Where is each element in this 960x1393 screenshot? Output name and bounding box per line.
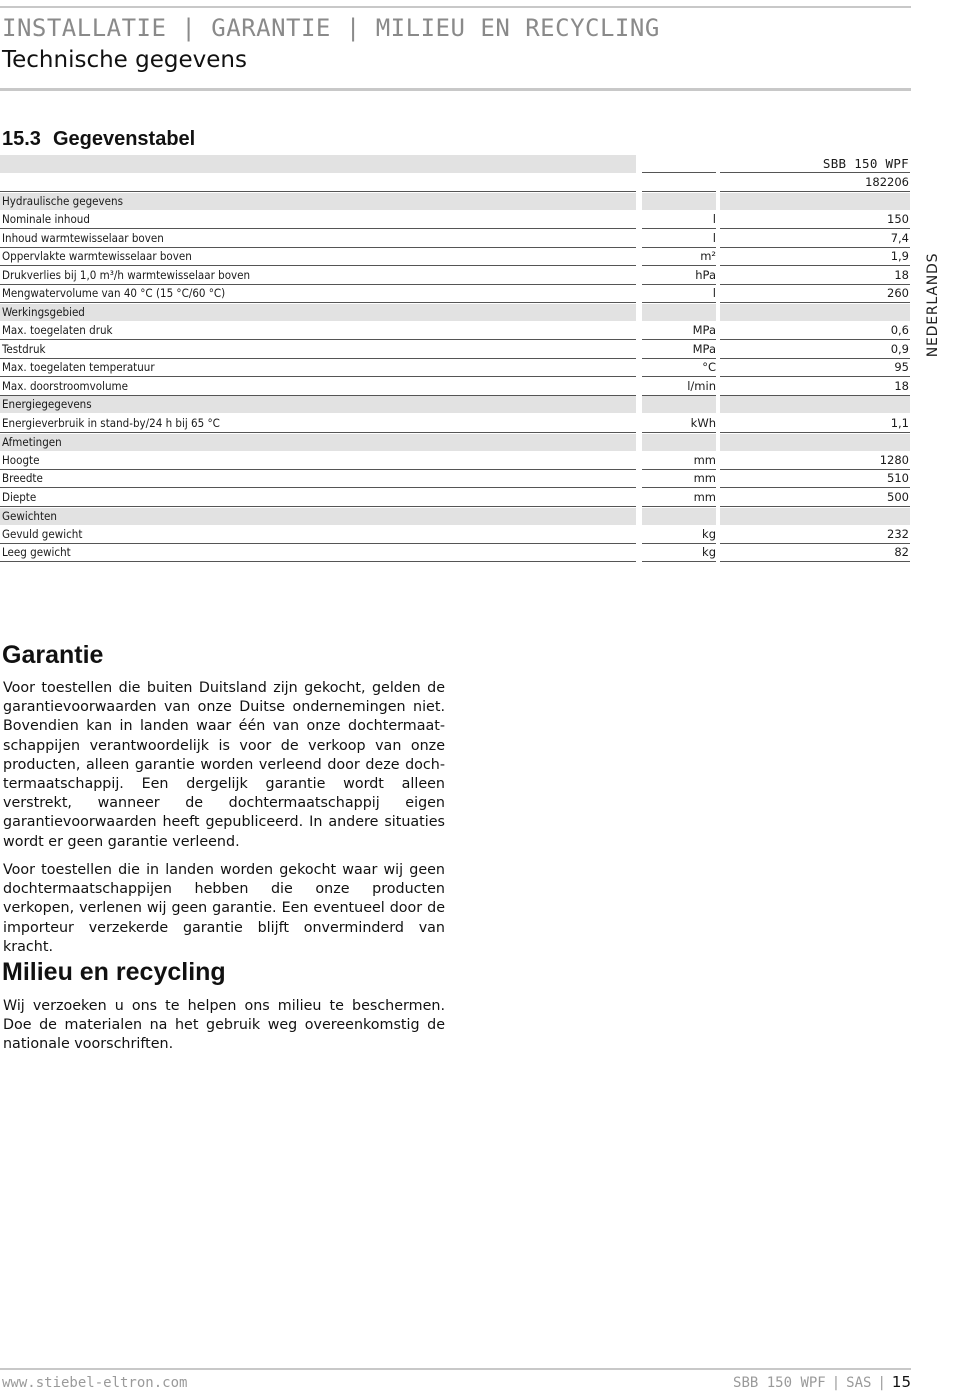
table-row [0,341,911,359]
table-group-row [0,304,911,322]
footer-page-info [733,1373,911,1391]
table-row [0,544,911,562]
group-label: Energiegegevens [2,397,92,411]
row-label: Energieverbruik in stand-by/24 h bij 65 °C [2,415,220,430]
row-unit: MPa [692,341,716,356]
table-row [0,359,911,377]
language-label: NEDERLANDS [925,252,941,358]
page-number: 15 [891,1373,911,1391]
table-group-row [0,434,911,452]
row-value: 510 [887,471,909,485]
table-row [0,452,911,470]
row-value: 260 [887,286,909,300]
warranty-paragraph-1: Voor toestellen die buiten Duitsland zijn gekocht, gelden de garantievoorwaarden van onze Duitse ondernemingen niet. Bovendien kan in landen waar één van onze dochtermaatschappijen verantwoordelijk is voor de verkoop van onze producten, alleen garantie worden verleend door deze dochtermaatschappij. Een dergelijk garantie wordt alleen verstrekt, wanneer de dochtermaatschappij eigen garantievoorwaarden heeft gepubliceerd. In andere situaties wordt er geen garantie verleend. [3,680,445,850]
row-unit: l/min [687,378,716,393]
row-label: Breedte [2,471,43,485]
table-group-row [0,508,911,526]
row-value: 7,4 [890,230,909,245]
row-unit: m² [700,249,716,263]
row-label: Inhoud warmtewisselaar boven [2,230,164,245]
row-label: Diepte [2,489,37,504]
row-value: 0,6 [890,323,909,337]
table-group-row [0,396,911,414]
environment-heading: Milieu en recycling [2,958,226,986]
language-side-tab [912,230,954,380]
row-label: Mengwatervolume van 40 °C (15 °C/60 °C) [2,286,226,300]
group-label: Afmetingen [2,434,62,449]
table-header-row [0,155,911,173]
table-row [0,248,911,266]
row-unit: °C [702,360,716,374]
header-top-rule [0,6,911,8]
footer-separator: | [877,1375,886,1391]
header-title: INSTALLATIE | GARANTIE | MILIEU EN RECYCLING [2,14,660,42]
row-unit: mm [693,471,716,485]
table-row [0,322,911,340]
group-label: Gewichten [2,508,57,523]
footer-model: SBB 150 WPF [733,1375,826,1391]
environment-paragraph: Wij verzoeken u ons te helpen ons milieu te beschermen. Doe de materialen na het gebruik weg overeenkomstig de nationale voorschriften. [3,998,445,1053]
row-unit: mm [693,452,716,467]
row-label: Oppervlakte warmtewisselaar boven [2,249,192,263]
header-bottom-rule [0,88,911,91]
table-article-row [0,174,911,192]
row-value: 95 [894,360,909,374]
article-number: 182206 [865,175,909,189]
row-label: Max. doorstroomvolume [2,378,128,393]
row-value: 150 [887,212,909,226]
row-unit: l [712,230,716,245]
section-title [2,128,195,151]
row-value: 500 [887,489,909,504]
table-row [0,378,911,396]
group-label: Hydraulische gegevens [2,194,123,208]
row-label: Max. toegelaten druk [2,323,113,337]
row-unit: kg [702,545,716,559]
group-label: Werkingsgebied [2,305,85,319]
header-subtitle: Technische gegevens [2,47,247,73]
table-row [0,211,911,229]
row-unit: kWh [690,415,716,430]
row-unit: hPa [695,267,716,282]
row-unit: l [712,212,716,226]
row-label: Max. toegelaten temperatuur [2,360,155,374]
row-label: Hoogte [2,452,40,467]
table-row [0,415,911,433]
table-row [0,526,911,544]
model-name: SBB 150 WPF [822,156,909,171]
row-value: 18 [894,267,909,282]
row-unit: MPa [692,323,716,337]
row-value: 1,9 [890,249,909,263]
footer-website-link[interactable]: www.stiebel-eltron.com [2,1375,188,1391]
table-row [0,470,911,488]
row-value: 232 [887,526,909,541]
table-row [0,267,911,285]
row-value: 0,9 [890,341,909,356]
row-label: Testdruk [2,341,46,356]
row-unit: kg [702,526,716,541]
footer-doc: SAS [846,1375,872,1391]
warranty-paragraph-2: Voor toestellen die in landen worden gekocht waar wij geen dochtermaatschappijen hebben die onze producten verkopen, verlenen wij geen garantie. Een eventueel door de importeur verzekerde garantie blijft onverminderd van kracht. [3,862,445,955]
row-label: Nominale inhoud [2,212,90,226]
row-unit: mm [693,489,716,504]
row-value: 18 [894,378,909,393]
table-group-row [0,193,911,211]
footer-rule [0,1368,911,1370]
footer-separator: | [831,1375,841,1391]
section-title-text: Gegevenstabel [52,128,196,150]
warranty-heading: Garantie [2,641,104,669]
table-row [0,230,911,248]
row-value: 1,1 [890,415,909,430]
row-label: Drukverlies bij 1,0 m³/h warmtewisselaar boven [2,267,251,282]
row-label: Gevuld gewicht [2,526,83,541]
row-unit: l [712,286,716,300]
table-row [0,489,911,507]
table-row [0,285,911,303]
row-label: Leeg gewicht [2,545,71,559]
row-value: 1280 [879,452,909,467]
row-value: 82 [894,545,909,559]
section-number: 15.3 [2,128,41,150]
